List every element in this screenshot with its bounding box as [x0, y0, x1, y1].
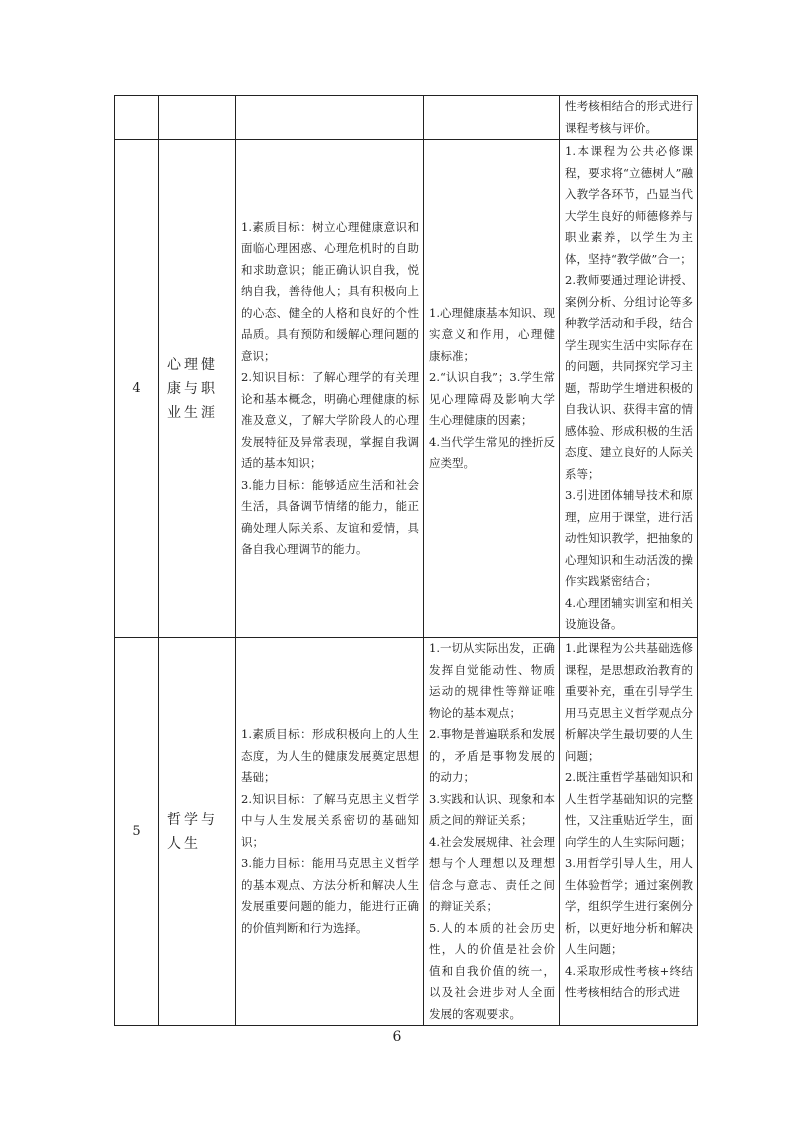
- content-paragraph: 1.一切从实际出发，正确发挥自觉能动性、物质运动的规律性等辩证唯物论的基本观点；: [429, 641, 555, 720]
- course-name: 心理健康与职业生涯: [167, 356, 218, 421]
- goal-paragraph: 1.素质目标：树立心理健康意识和面临心理困惑、心理危机时的自助和求助意识；能正确认识自我，悦纳自我，善待他人；具有积极向上的心态、健全的人格和良好的个性品质。具有预防和缓解心理问题的意识；: [241, 219, 419, 363]
- requirements-paragraph: 2.教师要通过理论讲授、案例分析、分组讨论等多种教学活动和手段，结合学生现实生活中实际存在的问题，共同探究学习主题，帮助学生增进积极的自我认识、获得丰富的情感体验、形成积极的生活态度、建立良好的人际关系等；: [565, 273, 693, 481]
- goal-paragraph: 3.能力目标：能用马克思主义哲学的基本观点、方法分析和解决人生发展重要问题的能力，能进行正确的价值判断和行为选择。: [241, 856, 419, 935]
- content-cell: [424, 96, 560, 140]
- goals-cell: [236, 638, 424, 1026]
- content-paragraph: 4.社会发展规律、社会理想与个人理想以及理想信念与意志、责任之间的辩证关系；: [429, 834, 555, 913]
- table-row: [115, 140, 698, 638]
- course-table: [114, 95, 698, 1026]
- goal-paragraph: 2.知识目标：了解马克思主义哲学中与人生发展关系密切的基础知识；: [241, 791, 419, 849]
- goal-paragraph: 1.素质目标：形成积极向上的人生态度，为人生的健康发展奠定思想基础；: [241, 727, 419, 784]
- number-cell: 5: [115, 638, 159, 1026]
- course-name: 哲学与人生: [167, 811, 218, 852]
- course-name-cell: [159, 96, 236, 140]
- goal-paragraph: 3.能力目标：能够适应生活和社会生活，具备调节情绪的能力，能正确处理人际关系、友谊和爱情，具备自我心理调节的能力。: [241, 477, 419, 556]
- requirements-paragraph: 2.既注重哲学基础知识和人生哲学基础知识的完整性，又注重贴近学生，面向学生的人生实际问题；: [565, 770, 693, 849]
- content-paragraph: 4.当代学生常见的挫折反应类型。: [429, 434, 555, 470]
- requirements-paragraph: 1.此课程为公共基础选修课程，是思想政治教育的重要补充，重在引导学生用马克思主义哲学观点分析解决学生最切要的人生问题；: [565, 641, 693, 763]
- goal-paragraph: 2.知识目标：了解心理学的有关理论和基本概念，明确心理健康的标准及意义，了解大学阶段人的心理发展特征及异常表现，掌握自我调适的基本知识；: [241, 370, 419, 470]
- requirements-paragraph: 3.引进团体辅导技术和原理，应用于课堂，进行活动性知识教学，把抽象的心理知识和生动活泼的操作实践紧密结合；: [565, 488, 693, 589]
- requirements-paragraph: 3.用哲学引导人生，用人生体验哲学；通过案例教学，组织学生进行案例分析，以更好地分析和解决人生问题；: [565, 856, 693, 956]
- content-cell: [424, 638, 560, 1026]
- table-row: [115, 638, 698, 1026]
- page-number: 6: [392, 1029, 402, 1045]
- content-cell: [424, 140, 560, 638]
- content-paragraph: 5.人的本质的社会历史性，人的价值是社会价值和自我价值的统一，以及社会进步对人全面发展的客观要求。: [429, 920, 555, 1021]
- requirements-cell: [560, 638, 698, 1026]
- content-paragraph: 1.心理健康基本知识、现实意义和作用，心理健康标准；: [429, 305, 555, 363]
- requirements-cell: [560, 140, 698, 638]
- requirements-paragraph: 4.采取形成性考核+终结性考核相结合的形式进: [565, 963, 693, 999]
- number-cell: 4: [115, 140, 159, 638]
- course-name-cell: [159, 638, 236, 1026]
- course-name-cell: [159, 140, 236, 638]
- content-paragraph: 2.事物是普遍联系和发展的，矛盾是事物发展的的动力；: [429, 727, 555, 784]
- goals-cell: [236, 140, 424, 638]
- requirements-paragraph: 1.本课程为公共必修课程，要求将“立德树人”融入教学各环节，凸显当代大学生良好的师德修养与职业素养，以学生为主体，坚持“教学做”合一；: [565, 144, 693, 266]
- requirements-cell: [560, 96, 698, 140]
- goals-cell: [236, 96, 424, 140]
- requirements-paragraph: 性考核相结合的形式进行课程考核与评价。: [565, 99, 693, 135]
- content-paragraph: 2.“认识自我”；3.学生常见心理障碍及影响大学生心理健康的因素；: [429, 370, 555, 427]
- table-row: [115, 96, 698, 140]
- number-cell: [115, 96, 159, 140]
- requirements-paragraph: 4.心理团辅实训室和相关设施设备。: [565, 595, 693, 632]
- content-paragraph: 3.实践和认识、现象和本质之间的辩证关系；: [429, 791, 555, 827]
